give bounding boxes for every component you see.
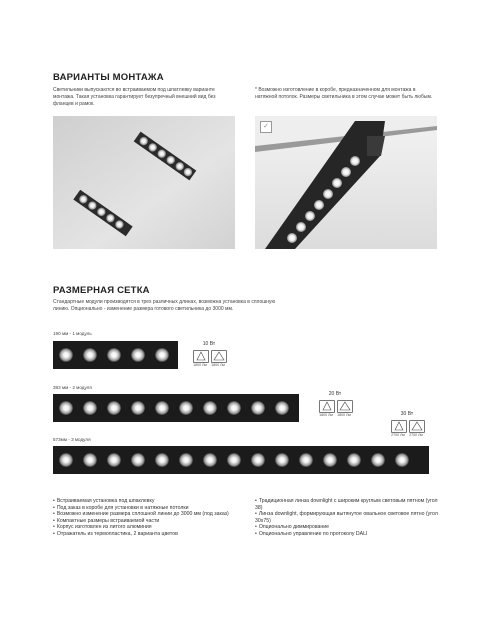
list-item: • Линза downlight, формирующая вытянутое овальное световое пятно (угол 30x75): [255, 511, 440, 524]
list-item: • Опционально диммирование: [255, 524, 440, 531]
ceiling-photo-recessed: [53, 116, 235, 249]
section-title-sizes: РАЗМЕРНАЯ СЕТКА: [53, 285, 150, 296]
module-3-strip: [53, 446, 429, 474]
module-1-lens2-lm: 1800 Лм: [211, 363, 225, 367]
features-list-right: [255, 498, 440, 538]
module-3-power: 30 Вт: [400, 411, 414, 417]
list-item: • Компактные размеры встраиваемой части: [53, 518, 243, 525]
module-3-lens1-lm: 2700 Лм: [391, 433, 405, 437]
list-item: • Корпус изготовлен из литого алюминия: [53, 524, 243, 531]
lens-38-icon: [193, 350, 209, 363]
module-2-label: 383 мм - 2 модуля: [53, 385, 92, 390]
module-1-power: 10 Вт: [202, 341, 216, 347]
module-2-lens2-lm: 1800 Лм: [337, 413, 351, 417]
module-2-lens1-lm: 1800 Лм: [319, 413, 333, 417]
module-1-strip: [53, 341, 178, 369]
list-item: • Отражатель из термопластика, 2 варианта цветов: [53, 531, 243, 538]
list-item: • Опционально управление по протоколу DALI: [255, 531, 440, 538]
list-item: • Возможно изменение размера сплошной линии до 3000 мм (под заказ): [53, 511, 243, 518]
mounting-footnote: * Возможно изготовление в коробе, предназначенном для монтажа в натяжной потолок. Размеры светильника в этом случае может быть любым.: [255, 87, 433, 100]
lens-30x75-icon: [409, 420, 425, 433]
list-item: • Встраиваемая установка под шпаклевку: [53, 498, 243, 505]
stretch-ceiling-photo: [255, 116, 437, 249]
module-1-lens1-lm: 1800 Лм: [193, 363, 207, 367]
list-item: • Под заказ в коробе для установки в натяжные потолки: [53, 505, 243, 512]
lens-38-icon: [391, 420, 407, 433]
features-list-left: [53, 498, 243, 538]
mounting-description: Светильники выпускаются во встраиваемом под шпатлевку варианте монтажа. Такая установка гарантирует безупречный внешний вид без фланцев и рамок.: [53, 87, 216, 107]
module-2-power: 20 Вт: [328, 391, 342, 397]
module-3-label: 573мм - 3 модуля: [53, 437, 91, 442]
sizes-description: Стандартные модули производятся в трех различных длинах, возможна установка в сплошную линию. Опционально - изменение размера готового светильника до 3000 мм.: [53, 299, 276, 312]
module-2-strip: [53, 394, 299, 422]
list-item: • Традиционная линза downlight с широким круглым световым пятном (угол 38): [255, 498, 440, 511]
lens-38-icon: [319, 400, 335, 413]
module-3-lens2-lm: 2700 Лм: [409, 433, 423, 437]
lens-30x75-icon: [211, 350, 227, 363]
module-1-label: 190 мм - 1 модуль: [53, 331, 92, 336]
lens-30x75-icon: [337, 400, 353, 413]
section-title-mounting: ВАРИАНТЫ МОНТАЖА: [53, 72, 164, 83]
check-icon: ✓: [260, 121, 272, 133]
